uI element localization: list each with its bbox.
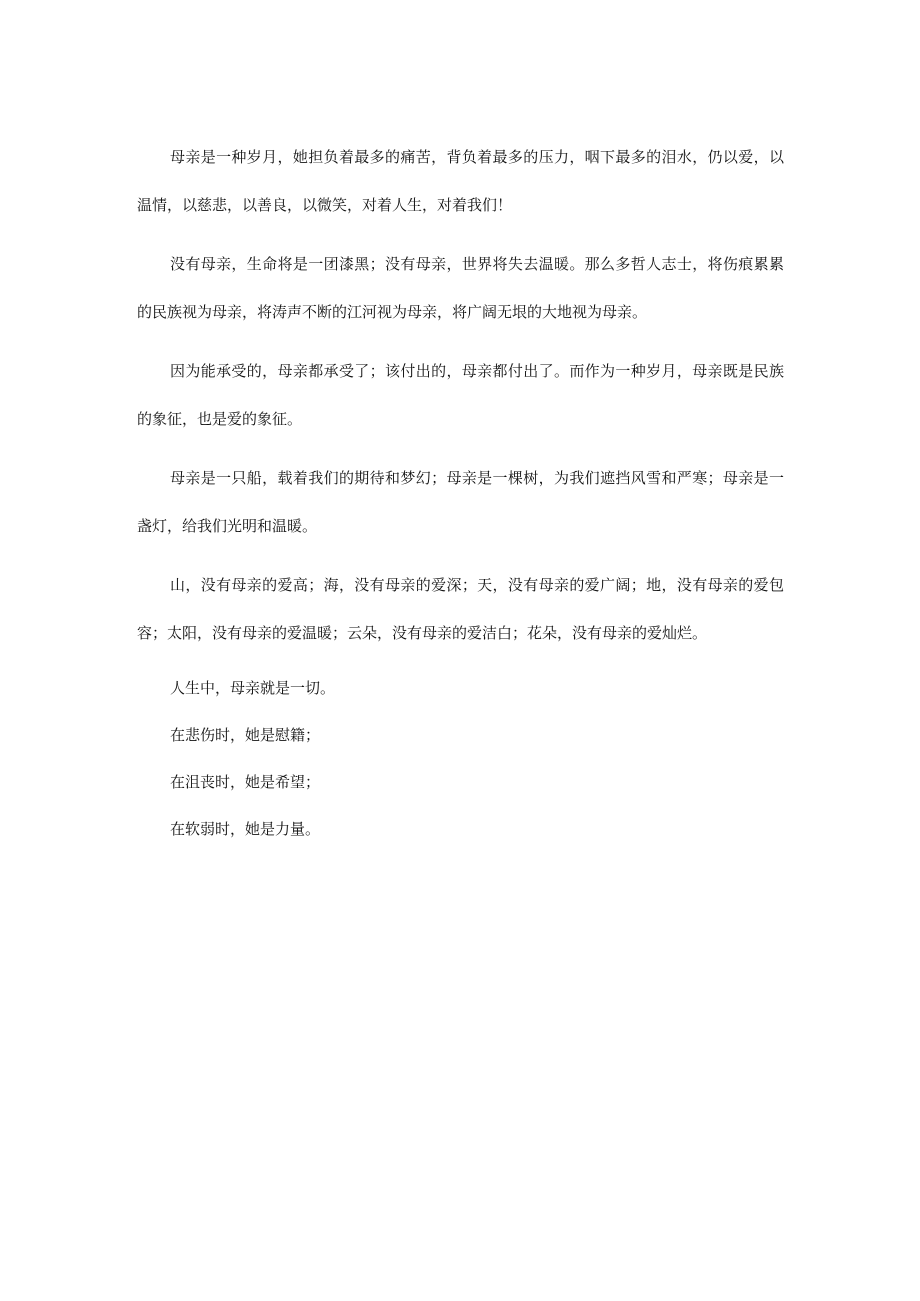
paragraph-endured-and-gave: 因为能承受的，母亲都承受了；该付出的，母亲都付出了。而作为一种岁月，母亲既是民族的象征，也是爱的象征。 [137,362,784,428]
paragraph-nature-comparison: 山，没有母亲的爱高；海，没有母亲的爱深；天，没有母亲的爱广阔；地，没有母亲的爱包容；太阳，没有母亲的爱温暖；云朵，没有母亲的爱洁白；花朵，没有母亲的爱灿烂。 [137,576,784,642]
paragraph-mother-is-everything: 人生中，母亲就是一切。 [170,679,336,697]
paragraph-comfort: 在悲伤时，她是慰籍； [170,726,321,744]
document-body [137,133,784,856]
paragraph-strength: 在软弱时，她是力量。 [170,820,321,838]
paragraph-without-mother: 没有母亲，生命将是一团漆黑；没有母亲，世界将失去温暖。那么多哲人志士，将伤痕累累的民族视为母亲，将涛声不断的江河视为母亲，将广阔无垠的大地视为母亲。 [137,255,784,321]
paragraph-hope: 在沮丧时，她是希望； [170,773,321,791]
paragraph-mother-is-time: 母亲是一种岁月，她担负着最多的痛苦，背负着最多的压力，咽下最多的泪水，仍以爱，以温情，以慈悲，以善良，以微笑，对着人生，对着我们！ [137,148,784,214]
paragraph-boat-tree-lamp: 母亲是一只船，载着我们的期待和梦幻；母亲是一棵树，为我们遮挡风雪和严寒；母亲是一盏灯，给我们光明和温暖。 [137,469,784,535]
